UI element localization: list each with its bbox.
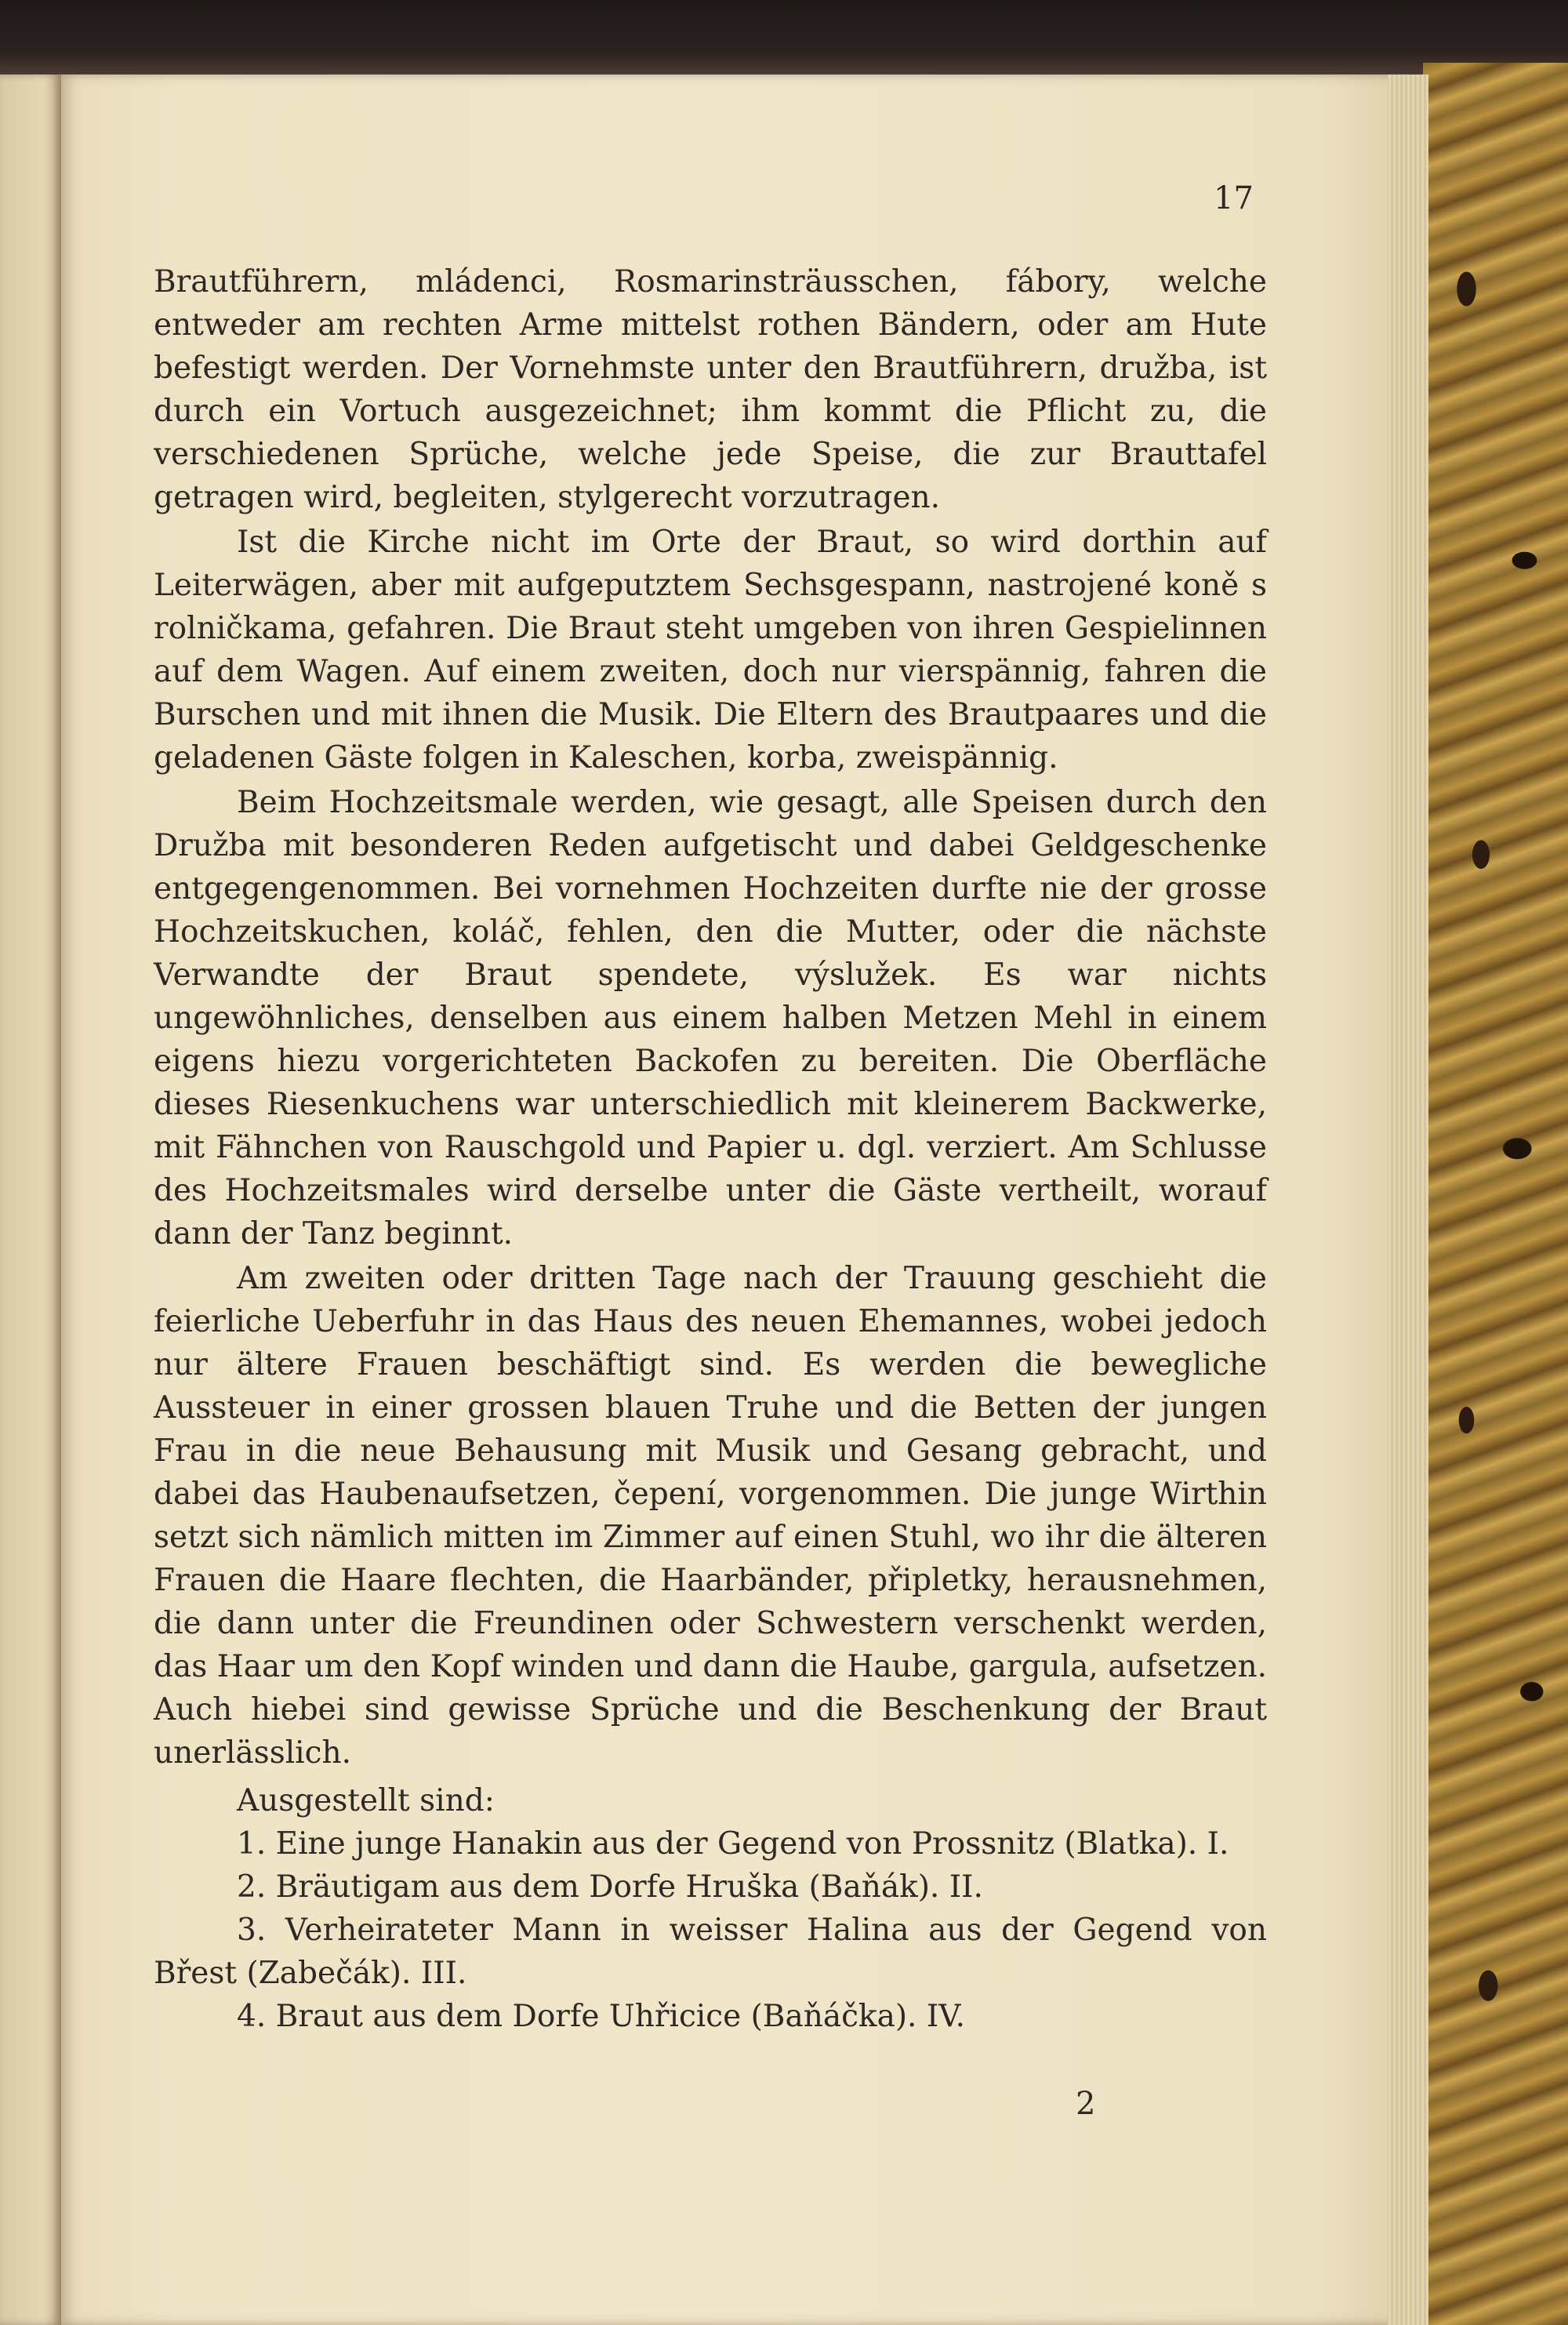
body-text <box>154 260 1267 2038</box>
exhibit-item: 1. Eine junge Hanakin aus der Gegend von Prossnitz (Blatka). I. <box>237 1826 1229 1862</box>
page-number: 17 <box>1214 180 1254 216</box>
signature-mark: 2 <box>1076 2086 1096 2122</box>
paragraph: Beim Hochzeitsmale werden, wie gesagt, alle Speisen durch den Družba mit besonderen Reden aufgetischt und dabei Geldgeschenke entgegengenommen. Bei vornehmen Hochzeiten durfte nie der grosse Hochzeitskuchen, koláč, fehlen, den die Mutter, oder die nächste Verwandte der Braut spendete, výslužek. Es war nichts ungewöhnliches, denselben aus einem halben Metzen Mehl in einem eigens hiezu vorgerichteten Backofen zu bereiten. Die Oberfläche dieses Riesenkuchens war unterschiedlich mit kleinerem Backwerke, mit Fähnchen von Rauschgold und Papier u. dgl. verziert. Am Schlusse des Hochzeitsmales wird derselbe unter die Gäste vertheilt, worauf dann der Tanz beginnt. <box>154 785 1267 1252</box>
paragraph: Brautführern, mládenci, Rosmarinsträusschen, fábory, welche entweder am rechten Arme mittelst rothen Bändern, oder am Hute befestigt werden. Der Vornehmste unter den Brautführern, družba, ist durch ein Vortuch ausgezeichnet; ihm kommt die Pflicht zu, die verschiedenen Sprüche, welche jede Speise, die zur Brauttafel getragen wird, begleiten, stylgerecht vorzutragen. <box>154 264 1267 515</box>
marbled-page-edge <box>1423 63 1568 2325</box>
facing-page-edge <box>0 74 61 2325</box>
paragraph: Ist die Kirche nicht im Orte der Braut, so wird dorthin auf Leiterwägen, aber mit aufgeputztem Sechsgespann, nastrojené koně s rolničkama, gefahren. Die Braut steht umgeben von ihren Gespielinnen auf dem Wagen. Auf einem zweiten, doch nur vierspännig, fahren die Burschen und mit ihnen die Musik. Die Eltern des Brautpaares und die geladenen Gäste folgen in Kaleschen, korba, zweispännig. <box>154 525 1267 776</box>
exhibit-heading: Ausgestellt sind: <box>237 1783 495 1818</box>
exhibit-item: 3. Verheirateter Mann in weisser Halina aus der Gegend von Břest (Zabečák). III. <box>154 1913 1267 1991</box>
page-stack-edge <box>1388 74 1428 2325</box>
exhibit-item: 2. Bräutigam aus dem Dorfe Hruška (Baňák). II. <box>237 1869 983 1905</box>
paragraph: Am zweiten oder dritten Tage nach der Trauung geschieht die feierliche Ueberfuhr in das Haus des neuen Ehemannes, wobei jedoch nur ältere Frauen beschäftigt sind. Es werden die bewegliche Aussteuer in einer grossen blauen Truhe und die Betten der jungen Frau in die neue Behausung mit Musik und Gesang gebracht, und dabei das Haubenaufsetzen, čepení, vorgenommen. Die junge Wirthin setzt sich nämlich mitten im Zimmer auf einen Stuhl, wo ihr die älteren Frauen die Haare flechten, die Haarbänder, připletky, herausnehmen, die dann unter die Freundinen oder Schwestern verschenkt werden, das Haar um den Kopf winden und dann die Haube, gargula, aufsetzen. Auch hiebei sind gewisse Sprüche und die Beschenkung der Braut unerlässlich. <box>154 1261 1267 1771</box>
exhibit-list <box>154 1779 1267 2038</box>
exhibit-item: 4. Braut aus dem Dorfe Uhřicice (Baňáčka). IV. <box>237 1999 965 2034</box>
book-cover-edge <box>0 0 1568 74</box>
